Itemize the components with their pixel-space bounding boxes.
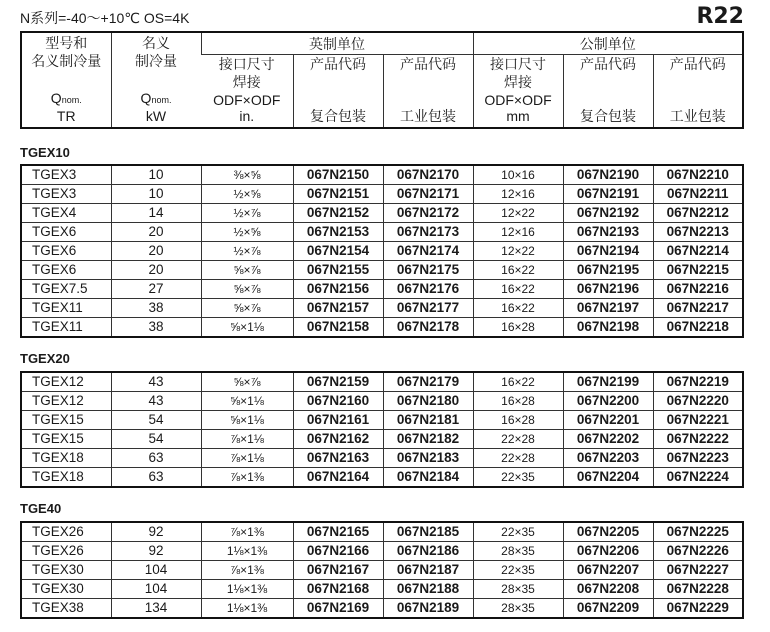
refrigerant-badge: R22 xyxy=(696,4,744,29)
imperial-connection-cell: ⅞×1⅛ xyxy=(201,449,293,468)
header-metric-code-industrial xyxy=(653,55,743,129)
imperial-connection-cell: ⅞×1⅛ xyxy=(201,430,293,449)
header-model-line1: 型号和 xyxy=(45,34,88,51)
model-cell: TGEX26 xyxy=(21,542,111,561)
metric-code-composite-cell: 067N2202 xyxy=(563,430,653,449)
metric-connection-cell: 12×22 xyxy=(473,204,563,223)
model-cell: TGEX7.5 xyxy=(21,280,111,299)
imperial-code-composite-cell: 067N2168 xyxy=(293,580,383,599)
capacity-cell: 20 xyxy=(111,223,201,242)
table-row xyxy=(21,204,743,223)
metric-code-composite-cell: 067N2203 xyxy=(563,449,653,468)
model-cell: TGEX15 xyxy=(21,411,111,430)
imperial-code-composite-cell: 067N2164 xyxy=(293,468,383,488)
imperial-code-industrial-cell: 067N2185 xyxy=(383,522,473,542)
header-capacity xyxy=(111,32,201,128)
capacity-cell: 92 xyxy=(111,542,201,561)
model-cell: TGEX4 xyxy=(21,204,111,223)
imperial-code-composite-cell: 067N2154 xyxy=(293,242,383,261)
imperial-code-industrial-cell: 067N2182 xyxy=(383,430,473,449)
table-row xyxy=(21,392,743,411)
imperial-connection-cell: ⅝×⅞ xyxy=(201,299,293,318)
metric-code-industrial-cell: 067N2217 xyxy=(653,299,743,318)
imperial-code-composite-cell: 067N2165 xyxy=(293,522,383,542)
metric-code-composite-cell: 067N2193 xyxy=(563,223,653,242)
header-metric-code-label: 产品代码 xyxy=(669,56,726,72)
imperial-code-composite-cell: 067N2169 xyxy=(293,599,383,619)
metric-code-industrial-cell: 067N2210 xyxy=(653,165,743,185)
imperial-code-industrial-cell: 067N2189 xyxy=(383,599,473,619)
imperial-code-composite-cell: 067N2166 xyxy=(293,542,383,561)
imperial-code-composite-cell: 067N2160 xyxy=(293,392,383,411)
table-row xyxy=(21,599,743,619)
metric-code-industrial-cell: 067N2224 xyxy=(653,468,743,488)
header-metric-pack-composite: 复合包装 xyxy=(580,108,636,124)
header-metric-group: 公制单位 xyxy=(473,32,743,55)
header-metric-code-composite xyxy=(563,55,653,129)
metric-code-industrial-cell: 067N2228 xyxy=(653,580,743,599)
capacity-cell: 38 xyxy=(111,318,201,338)
table-row xyxy=(21,280,743,299)
header-metric-connection-line3: ODF×ODF xyxy=(484,92,552,108)
model-cell: TGEX6 xyxy=(21,242,111,261)
header-metric-connection-line2: 焊接 xyxy=(504,74,532,90)
imperial-connection-cell: ½×⅞ xyxy=(201,204,293,223)
metric-code-composite-cell: 067N2192 xyxy=(563,204,653,223)
imperial-connection-cell: 1⅛×1⅜ xyxy=(201,580,293,599)
metric-code-composite-cell: 067N2190 xyxy=(563,165,653,185)
imperial-connection-cell: ⅝×⅞ xyxy=(201,261,293,280)
header-imperial-code-composite xyxy=(293,55,383,129)
model-cell: TGEX6 xyxy=(21,223,111,242)
imperial-connection-cell: ½×⅝ xyxy=(201,185,293,204)
table-row xyxy=(21,165,743,185)
table-row xyxy=(21,580,743,599)
metric-code-industrial-cell: 067N2229 xyxy=(653,599,743,619)
metric-code-composite-cell: 067N2207 xyxy=(563,561,653,580)
metric-code-composite-cell: 067N2205 xyxy=(563,522,653,542)
imperial-code-composite-cell: 067N2153 xyxy=(293,223,383,242)
metric-code-industrial-cell: 067N2218 xyxy=(653,318,743,338)
group-table-3 xyxy=(20,521,744,619)
metric-connection-cell: 16×22 xyxy=(473,280,563,299)
header-capacity-unit: kW xyxy=(145,107,167,124)
imperial-connection-cell: ⅞×1⅜ xyxy=(201,522,293,542)
group-table-2 xyxy=(20,371,744,488)
imperial-code-industrial-cell: 067N2180 xyxy=(383,392,473,411)
model-cell: TGEX3 xyxy=(21,185,111,204)
imperial-connection-cell: ⅝×1⅛ xyxy=(201,318,293,338)
capacity-cell: 104 xyxy=(111,561,201,580)
imperial-code-composite-cell: 067N2163 xyxy=(293,449,383,468)
metric-code-industrial-cell: 067N2219 xyxy=(653,372,743,392)
metric-connection-cell: 16×28 xyxy=(473,392,563,411)
table-row xyxy=(21,318,743,338)
metric-code-industrial-cell: 067N2222 xyxy=(653,430,743,449)
metric-connection-cell: 12×16 xyxy=(473,223,563,242)
metric-connection-cell: 22×35 xyxy=(473,468,563,488)
imperial-connection-cell: ⅞×1⅜ xyxy=(201,468,293,488)
metric-code-industrial-cell: 067N2221 xyxy=(653,411,743,430)
imperial-connection-cell: ⅞×1⅜ xyxy=(201,561,293,580)
metric-code-composite-cell: 067N2196 xyxy=(563,280,653,299)
header-imperial-connection-line1: 接口尺寸 xyxy=(218,56,275,72)
table-row xyxy=(21,449,743,468)
metric-code-industrial-cell: 067N2215 xyxy=(653,261,743,280)
metric-code-industrial-cell: 067N2220 xyxy=(653,392,743,411)
table-row xyxy=(21,299,743,318)
table-row xyxy=(21,522,743,542)
model-cell: TGEX11 xyxy=(21,299,111,318)
capacity-cell: 43 xyxy=(111,392,201,411)
imperial-code-industrial-cell: 067N2173 xyxy=(383,223,473,242)
model-cell: TGEX18 xyxy=(21,449,111,468)
metric-code-industrial-cell: 067N2214 xyxy=(653,242,743,261)
imperial-code-industrial-cell: 067N2170 xyxy=(383,165,473,185)
header-model xyxy=(21,32,111,128)
capacity-cell: 10 xyxy=(111,185,201,204)
table-header xyxy=(20,31,744,129)
metric-code-composite-cell: 067N2195 xyxy=(563,261,653,280)
metric-code-industrial-cell: 067N2226 xyxy=(653,542,743,561)
imperial-code-composite-cell: 067N2152 xyxy=(293,204,383,223)
model-cell: TGEX30 xyxy=(21,580,111,599)
capacity-cell: 14 xyxy=(111,204,201,223)
capacity-cell: 54 xyxy=(111,430,201,449)
metric-connection-cell: 28×35 xyxy=(473,599,563,619)
imperial-code-composite-cell: 067N2151 xyxy=(293,185,383,204)
capacity-cell: 20 xyxy=(111,261,201,280)
header-imperial-code-label: 产品代码 xyxy=(400,56,456,72)
group-title-3: TGE40 xyxy=(20,501,62,516)
header-metric-connection-unit: mm xyxy=(506,108,530,124)
metric-connection-cell: 12×16 xyxy=(473,185,563,204)
metric-connection-cell: 22×35 xyxy=(473,561,563,580)
imperial-code-industrial-cell: 067N2184 xyxy=(383,468,473,488)
metric-code-industrial-cell: 067N2212 xyxy=(653,204,743,223)
header-model-line2: 名义制冷量 xyxy=(31,52,102,69)
metric-connection-cell: 10×16 xyxy=(473,165,563,185)
metric-code-composite-cell: 067N2204 xyxy=(563,468,653,488)
header-metric-code-label: 产品代码 xyxy=(580,56,636,72)
metric-connection-cell: 16×22 xyxy=(473,372,563,392)
capacity-cell: 104 xyxy=(111,580,201,599)
imperial-code-industrial-cell: 067N2171 xyxy=(383,185,473,204)
model-cell: TGEX30 xyxy=(21,561,111,580)
imperial-connection-cell: ½×⅞ xyxy=(201,242,293,261)
imperial-connection-cell: ⅜×⅝ xyxy=(201,165,293,185)
header-imperial-connection xyxy=(201,55,293,129)
header-model-unit: TR xyxy=(56,107,76,124)
model-cell: TGEX11 xyxy=(32,319,83,334)
metric-connection-cell: 28×35 xyxy=(473,580,563,599)
header-capacity-line1: 名义 xyxy=(142,34,170,51)
metric-connection-cell: 16×22 xyxy=(473,261,563,280)
header-imperial-pack-composite: 复合包装 xyxy=(310,108,366,124)
metric-connection-cell: 16×22 xyxy=(473,299,563,318)
imperial-code-industrial-cell: 067N2176 xyxy=(383,280,473,299)
table-row xyxy=(21,430,743,449)
model-cell: TGEX18 xyxy=(32,469,84,484)
imperial-connection-cell: ⅝×⅞ xyxy=(201,372,293,392)
metric-code-industrial-cell: 067N2213 xyxy=(653,223,743,242)
header-imperial-pack-industrial: 工业包装 xyxy=(400,108,456,124)
metric-code-industrial-cell: 067N2223 xyxy=(653,449,743,468)
model-cell: TGEX6 xyxy=(21,261,111,280)
table-row xyxy=(21,242,743,261)
imperial-connection-cell: 1⅛×1⅜ xyxy=(201,599,293,619)
metric-code-industrial-cell: 067N2227 xyxy=(653,561,743,580)
imperial-code-composite-cell: 067N2159 xyxy=(293,372,383,392)
imperial-code-industrial-cell: 067N2183 xyxy=(383,449,473,468)
metric-connection-cell: 12×22 xyxy=(473,242,563,261)
imperial-code-composite-cell: 067N2156 xyxy=(293,280,383,299)
imperial-connection-cell: ⅝×⅞ xyxy=(201,280,293,299)
model-cell: TGEX3 xyxy=(21,165,111,185)
imperial-code-composite-cell: 067N2150 xyxy=(293,165,383,185)
imperial-code-composite-cell: 067N2167 xyxy=(293,561,383,580)
header-metric-connection-line1: 接口尺寸 xyxy=(490,56,546,72)
table-row xyxy=(21,411,743,430)
model-cell: TGEX38 xyxy=(32,600,84,615)
metric-code-composite-cell: 067N2191 xyxy=(563,185,653,204)
capacity-cell: 38 xyxy=(111,299,201,318)
header-metric-pack-industrial: 工业包装 xyxy=(669,108,726,124)
metric-code-composite-cell: 067N2199 xyxy=(563,372,653,392)
series-subtitle: N系列=-40～+10℃ OS=4K xyxy=(20,10,190,26)
imperial-connection-cell: ½×⅝ xyxy=(201,223,293,242)
metric-code-composite-cell: 067N2201 xyxy=(563,411,653,430)
capacity-cell: 43 xyxy=(111,372,201,392)
capacity-cell: 20 xyxy=(111,242,201,261)
header-imperial-group: 英制单位 xyxy=(201,32,473,55)
header-imperial-code-industrial xyxy=(383,55,473,129)
imperial-code-composite-cell: 067N2161 xyxy=(293,411,383,430)
imperial-code-composite-cell: 067N2155 xyxy=(293,261,383,280)
metric-connection-cell: 16×28 xyxy=(473,411,563,430)
group-title-2: TGEX20 xyxy=(20,351,70,366)
imperial-code-industrial-cell: 067N2178 xyxy=(383,318,473,338)
metric-connection-cell: 22×28 xyxy=(473,430,563,449)
imperial-code-industrial-cell: 067N2188 xyxy=(383,580,473,599)
header-metric-connection xyxy=(473,55,563,129)
model-cell: TGEX12 xyxy=(21,392,111,411)
imperial-code-industrial-cell: 067N2177 xyxy=(383,299,473,318)
imperial-connection-cell: ⅝×1⅛ xyxy=(201,392,293,411)
metric-code-composite-cell: 067N2194 xyxy=(563,242,653,261)
table-row xyxy=(21,468,743,488)
group-title-1: TGEX10 xyxy=(20,145,70,160)
table-row xyxy=(21,223,743,242)
capacity-cell: 27 xyxy=(111,280,201,299)
capacity-cell: 92 xyxy=(111,522,201,542)
model-cell: TGEX12 xyxy=(21,372,111,392)
metric-code-composite-cell: 067N2198 xyxy=(563,318,653,338)
table-row xyxy=(21,561,743,580)
metric-code-composite-cell: 067N2208 xyxy=(563,580,653,599)
header-imperial-connection-line3: ODF×ODF xyxy=(213,92,281,108)
imperial-connection-cell: 1⅛×1⅜ xyxy=(201,542,293,561)
metric-code-industrial-cell: 067N2225 xyxy=(653,522,743,542)
metric-connection-cell: 22×28 xyxy=(473,449,563,468)
imperial-code-composite-cell: 067N2157 xyxy=(293,299,383,318)
table-row xyxy=(21,261,743,280)
imperial-connection-cell: ⅝×1⅛ xyxy=(201,411,293,430)
imperial-code-composite-cell: 067N2162 xyxy=(293,430,383,449)
metric-connection-cell: 28×35 xyxy=(473,542,563,561)
imperial-code-industrial-cell: 067N2186 xyxy=(383,542,473,561)
metric-code-composite-cell: 067N2206 xyxy=(563,542,653,561)
imperial-code-industrial-cell: 067N2181 xyxy=(383,411,473,430)
metric-code-composite-cell: 067N2209 xyxy=(563,599,653,619)
capacity-cell: 63 xyxy=(111,449,201,468)
header-capacity-line2: 制冷量 xyxy=(135,52,177,69)
metric-code-composite-cell: 067N2200 xyxy=(563,392,653,411)
imperial-code-industrial-cell: 067N2175 xyxy=(383,261,473,280)
header-imperial-code-label: 产品代码 xyxy=(310,56,366,72)
model-cell: TGEX15 xyxy=(21,430,111,449)
header-imperial-connection-unit: in. xyxy=(239,108,255,124)
metric-connection-cell: 22×35 xyxy=(473,522,563,542)
imperial-code-industrial-cell: 067N2174 xyxy=(383,242,473,261)
header-imperial-connection-line2: 焊接 xyxy=(232,74,261,90)
metric-code-industrial-cell: 067N2211 xyxy=(653,185,743,204)
imperial-code-industrial-cell: 067N2187 xyxy=(383,561,473,580)
imperial-code-composite-cell: 067N2158 xyxy=(293,318,383,338)
metric-code-industrial-cell: 067N2216 xyxy=(653,280,743,299)
capacity-cell: 10 xyxy=(111,165,201,185)
imperial-code-industrial-cell: 067N2172 xyxy=(383,204,473,223)
capacity-cell: 63 xyxy=(111,468,201,488)
capacity-cell: 54 xyxy=(111,411,201,430)
table-row xyxy=(21,185,743,204)
imperial-code-industrial-cell: 067N2179 xyxy=(383,372,473,392)
table-row xyxy=(21,542,743,561)
metric-code-composite-cell: 067N2197 xyxy=(563,299,653,318)
model-cell: TGEX26 xyxy=(21,522,111,542)
table-row xyxy=(21,372,743,392)
header-model-q: Qnom. xyxy=(50,89,82,106)
group-table-1 xyxy=(20,164,744,338)
metric-connection-cell: 16×28 xyxy=(473,318,563,338)
header-capacity-q: Qnom. xyxy=(140,89,172,106)
capacity-cell: 134 xyxy=(111,599,201,619)
